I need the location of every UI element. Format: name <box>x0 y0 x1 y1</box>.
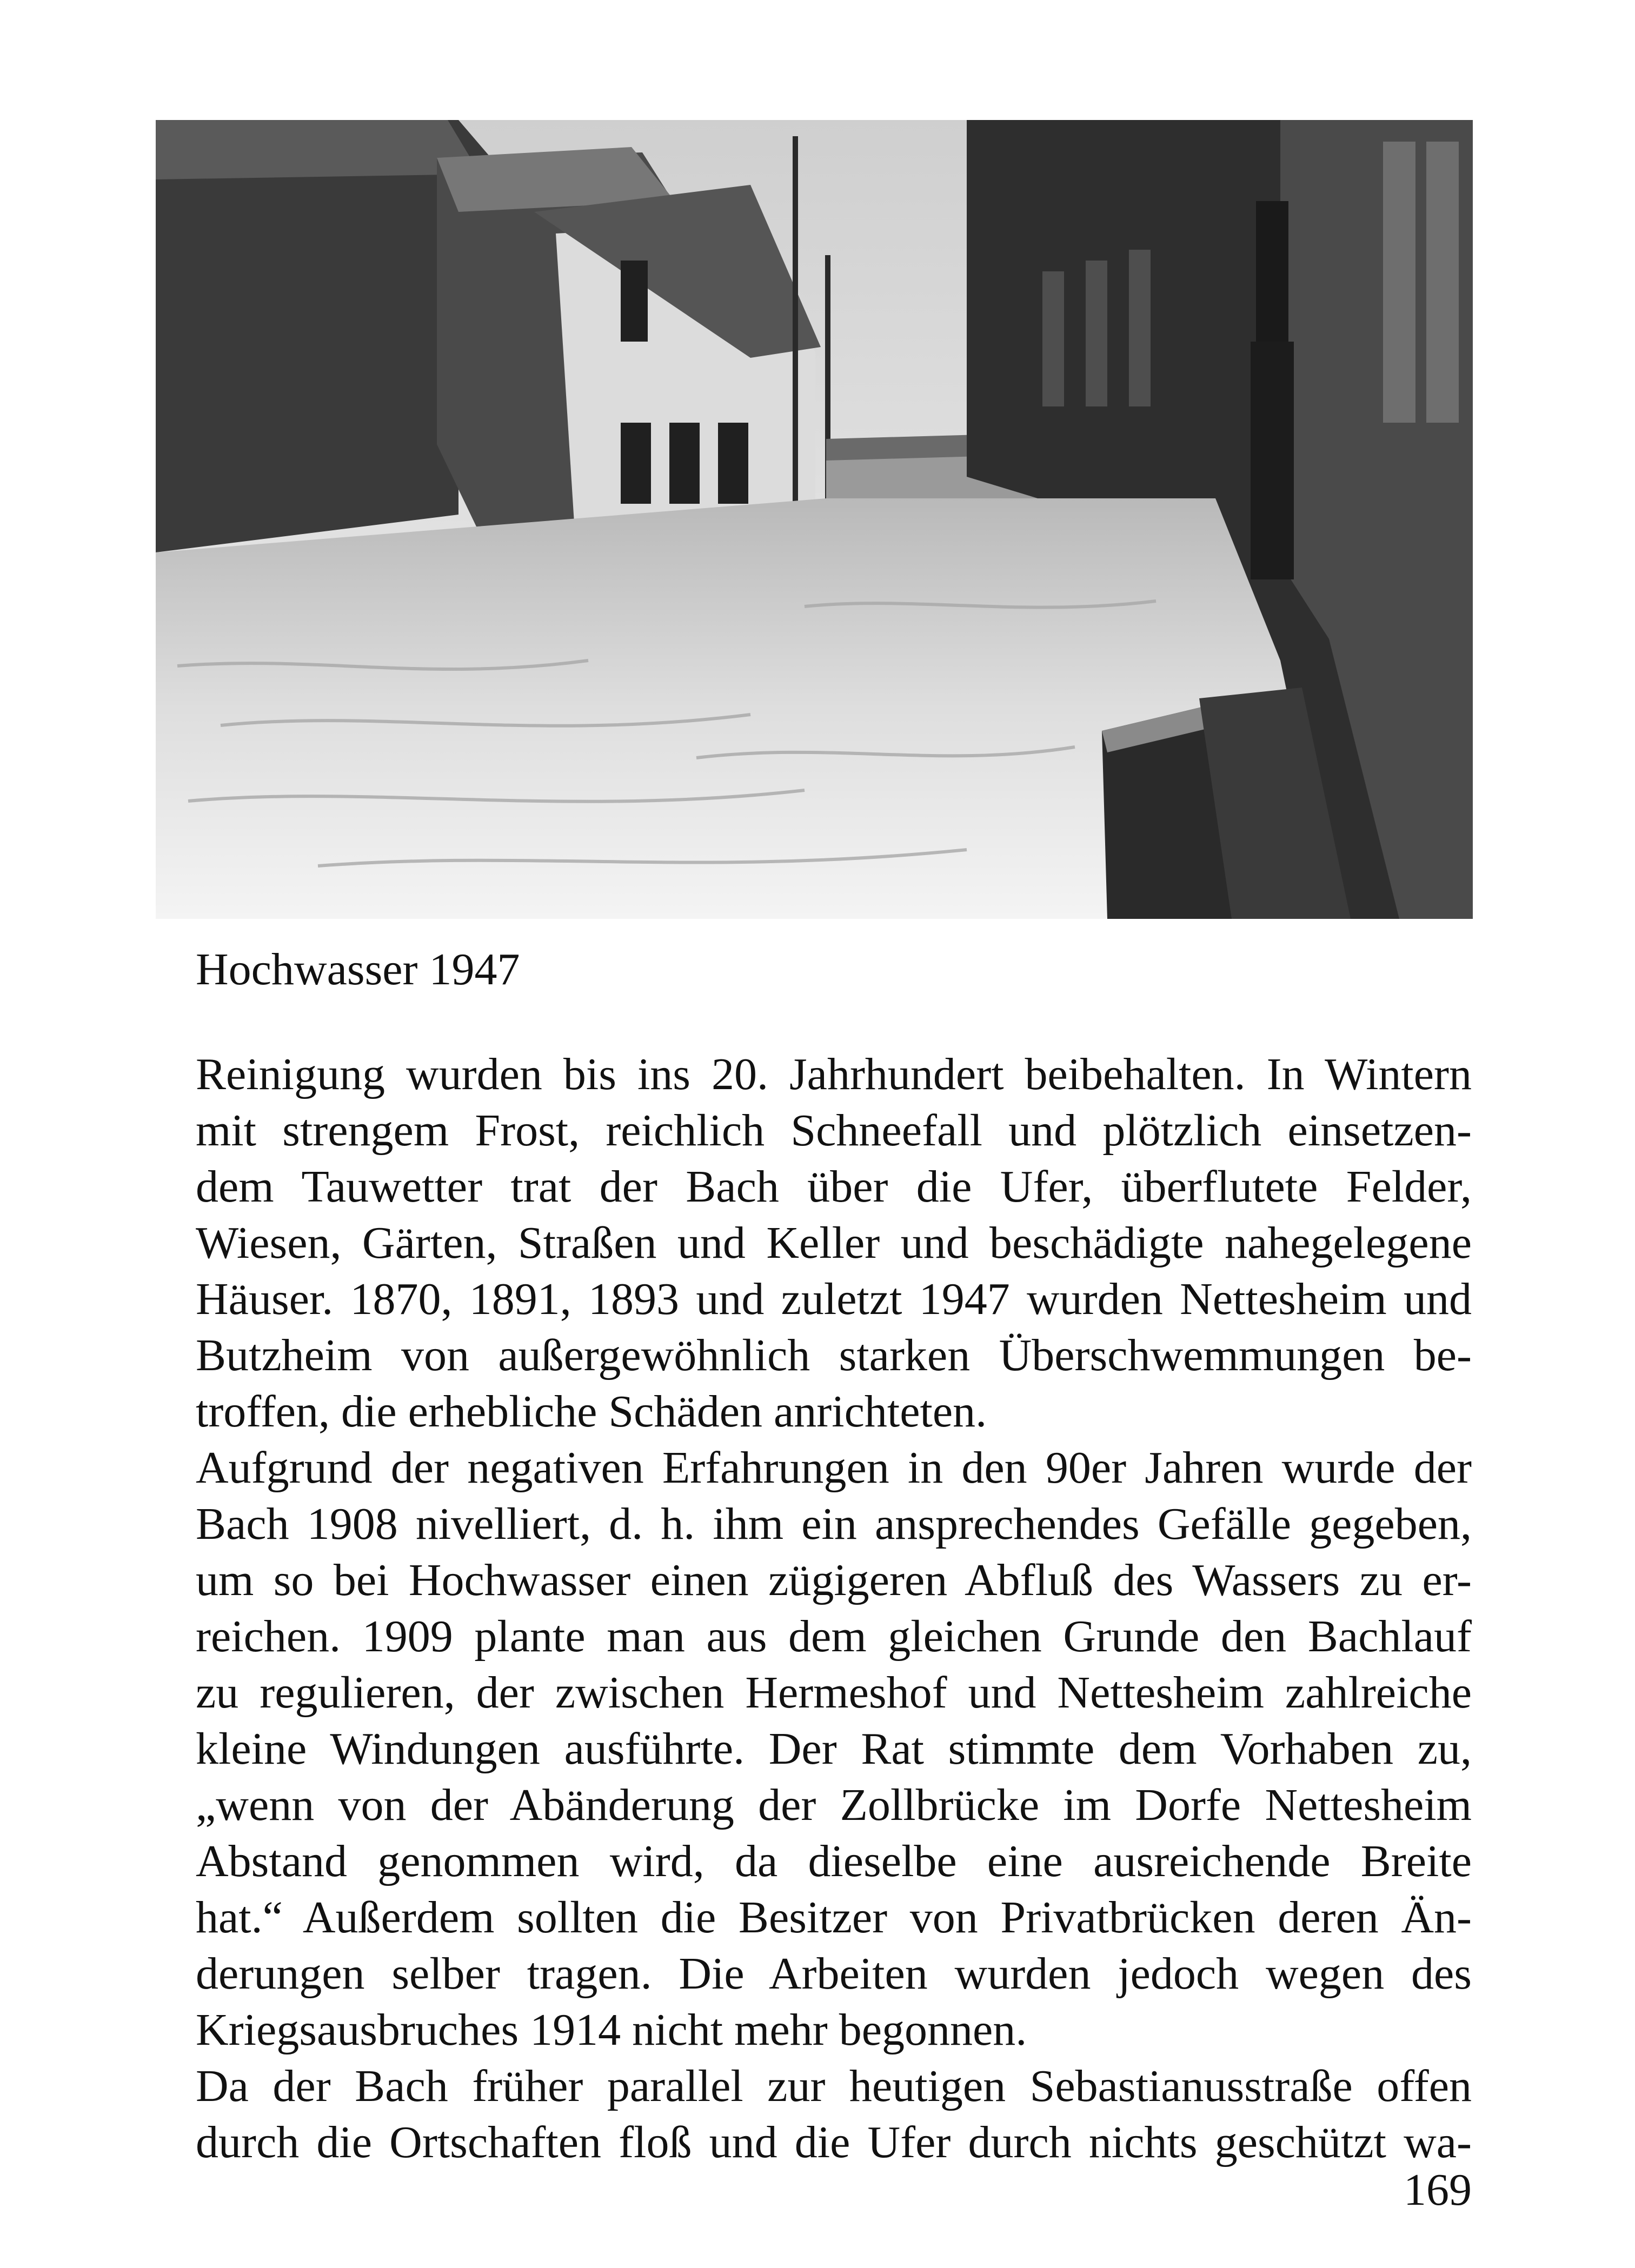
text-line: Bach 1908 nivelliert, d. h. ihm ein ansprechendes Gefälle gegeben, <box>196 1499 1472 1549</box>
text-line: um so bei Hochwasser einen zügigeren Abfluß des Wassers zu er- <box>196 1555 1472 1605</box>
text-line: Häuser. 1870, 1891, 1893 und zuletzt 1947 wurden Nettesheim und <box>196 1274 1472 1324</box>
text-line: durch die Ortschaften floß und die Ufer durch nichts geschützt wa- <box>196 2117 1472 2167</box>
text-line: Aufgrund der negativen Erfahrungen in den 90er Jahren wurde der <box>196 1443 1472 1493</box>
page-number: 169 <box>1404 2165 1472 2215</box>
body-text <box>196 1046 1472 2171</box>
text-line: „wenn von der Abänderung der Zollbrücke im Dorfe Nettesheim <box>196 1780 1472 1830</box>
text-line: zu regulieren, der zwischen Hermeshof und Nettesheim zahlreiche <box>196 1667 1472 1718</box>
text-line: Abstand genommen wird, da dieselbe eine ausreichende Breite <box>196 1836 1472 1886</box>
text-line: derungen selber tragen. Die Arbeiten wurden jedoch wegen des <box>196 1949 1472 1999</box>
text-line: Wiesen, Gärten, Straßen und Keller und beschädigte nahegelegene <box>196 1218 1472 1268</box>
text-line: reichen. 1909 plante man aus dem gleichen Grunde den Bachlauf <box>196 1611 1472 1662</box>
text-line: Reinigung wurden bis ins 20. Jahrhundert beibehalten. In Wintern <box>196 1049 1472 1099</box>
photo-caption: Hochwasser 1947 <box>196 944 520 995</box>
text-line: Kriegsausbruches 1914 nicht mehr begonnen. <box>196 2005 1027 2055</box>
text-line: mit strengem Frost, reichlich Schneefall und plötzlich einsetzen- <box>196 1105 1472 1156</box>
text-line: kleine Windungen ausführte. Der Rat stimmte dem Vorhaben zu, <box>196 1724 1472 1774</box>
text-line: Da der Bach früher parallel zur heutigen Sebastianusstraße offen <box>196 2061 1472 2111</box>
text-line: hat.“ Außerdem sollten die Besitzer von Privatbrücken deren Än- <box>196 1892 1472 1943</box>
flood-photo-drawing <box>156 120 1473 919</box>
text-line: Butzheim von außergewöhnlich starken Überschwemmungen be- <box>196 1330 1472 1380</box>
text-line: troffen, die erhebliche Schäden anrichteten. <box>196 1386 987 1437</box>
text-line: dem Tauwetter trat der Bach über die Ufer, überflutete Felder, <box>196 1162 1472 1212</box>
flood-photo <box>156 120 1473 919</box>
